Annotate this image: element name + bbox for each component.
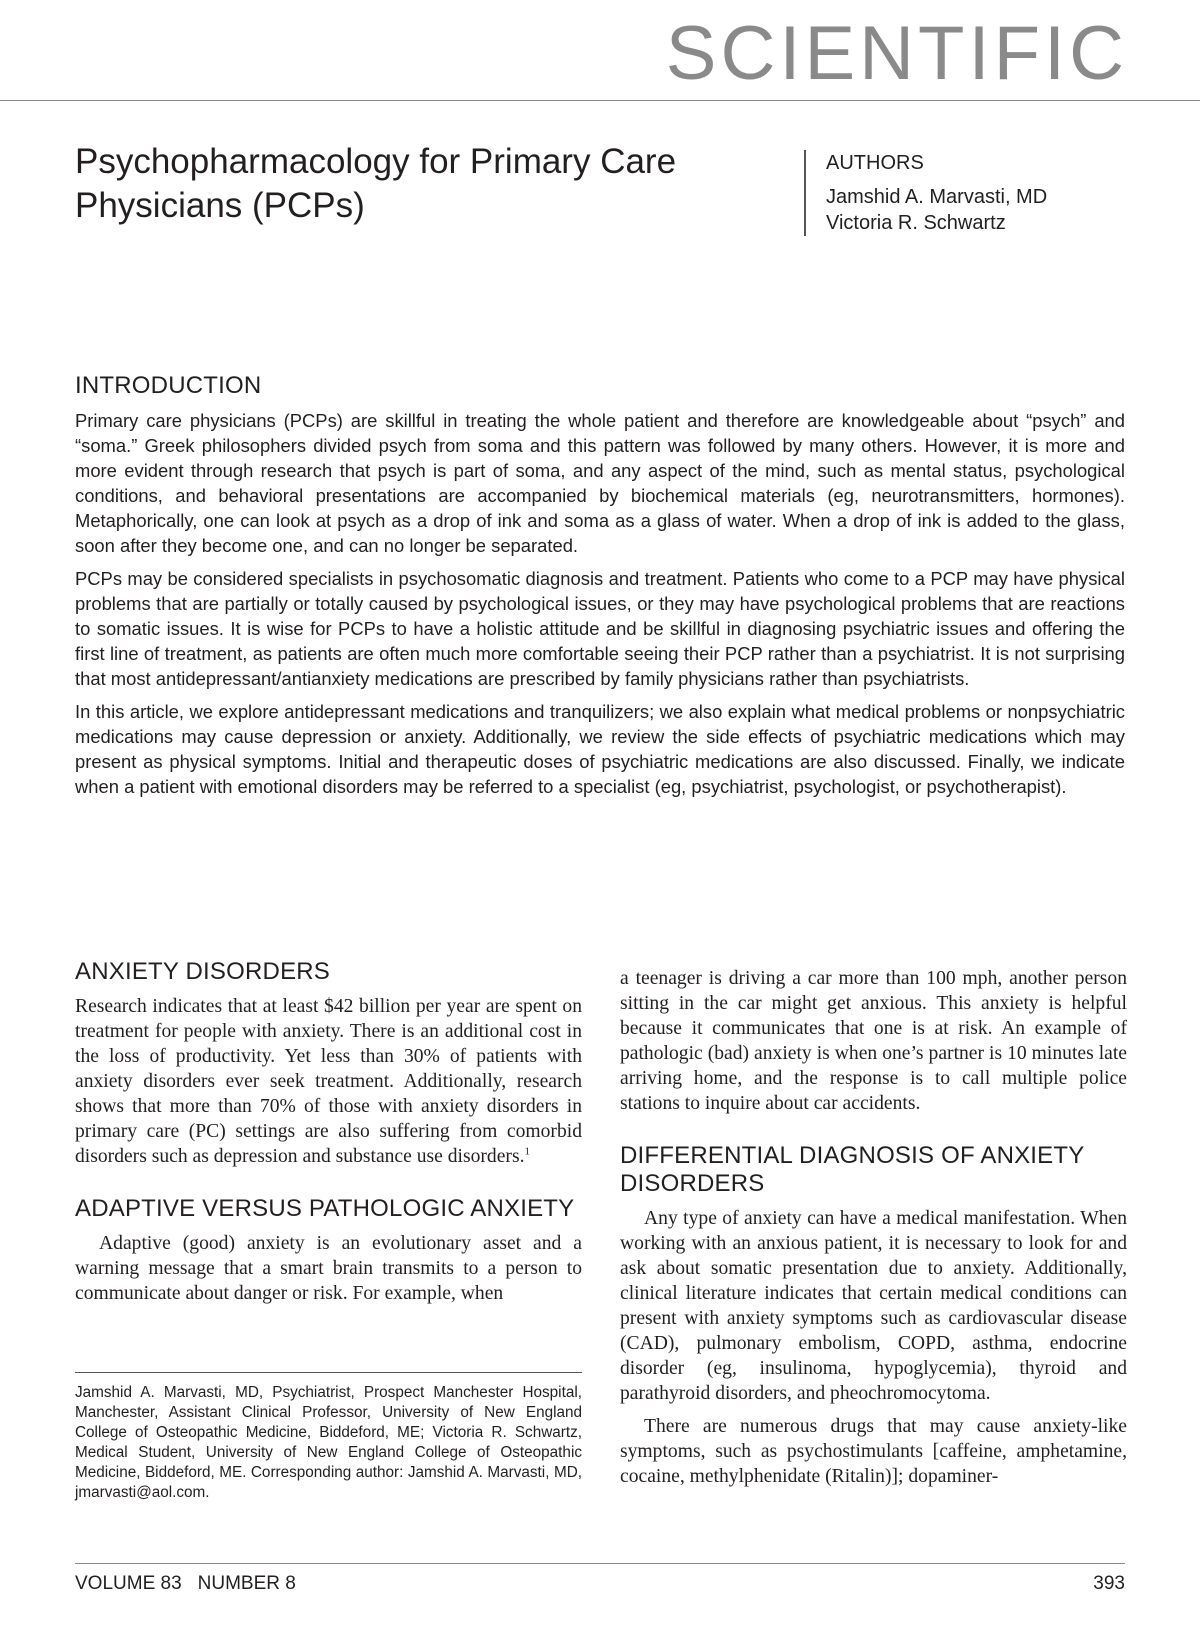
article-title: Psychopharmacology for Primary Care Physicians (PCPs) (75, 142, 677, 225)
number-label: NUMBER 8 (197, 1573, 296, 1594)
authors-block (804, 150, 1047, 236)
citation-marker: 1 (524, 1145, 530, 1158)
footer-issue (75, 1573, 296, 1595)
authors-label: AUTHORS (826, 152, 924, 174)
paragraph: In this article, we explore antidepressant medications and tranquilizers; we also explain what medical problems or nonpsychiatric medications may cause depression or anxiety. Additionally, we review the side effects of psychiatric medications which may present as physical symptoms. Initial and therapeutic doses of psychiatric medications are also discussed. Finally, we indicate when a patient with emotional disorders may be referred to a specialist (eg, psychiatrist, psychologist, or psychotherapist). (75, 701, 1125, 797)
paragraph: a teenager is driving a car more than 100 mph, another person sitting in the car might get anxious. This anxiety is helpful because it communicates that one is at risk. An example of pathologic (bad) anxiety is when one’s partner is 10 minutes late arriving home, and the response is to call multiple police stations to inquire about car accidents. (620, 968, 1127, 1114)
paragraph (75, 994, 582, 1169)
section-label: SCIENTIFIC (665, 11, 1128, 96)
paragraph: Any type of anxiety can have a medical manifestation. When working with an anxious patient, it is necessary to look for and ask about somatic presentation due to anxiety. Additionally, clinical literature indicates that certain medical conditions can present with anxiety symptoms such as cardiovascular disease (CAD), pulmonary embolism, COPD, asthma, endocrine disorder (eg, insulinoma, hypoglycemia), thyroid and parathyroid disorders, and pheochromocytoma. (620, 1208, 1127, 1404)
paragraph: PCPs may be considered specialists in psychosomatic diagnosis and treatment. Patients who come to a PCP may have physical problems that are partially or totally caused by psychological issues, or they may have psychological problems that are reactions to somatic issues. It is wise for PCPs to have a holistic attitude and be skillful in diagnosing psychiatric issues and offering the first line of treatment, as patients are often much more comfortable seeing their PCP rather than a psychiatrist. It is not surprising that most antidepressant/antianxiety medications are prescribed by family physicians rather than psychiatrists. (75, 568, 1125, 689)
volume-label: VOLUME 83 (75, 1573, 182, 1594)
paragraph: There are numerous drugs that may cause anxiety-like symptoms, such as psychostimulants [caffeine, amphetamine, cocaine, methylphenidate (Ritalin)]; dopaminer- (620, 1416, 1127, 1487)
right-column (620, 966, 1127, 1489)
author-name: Victoria R. Schwartz (826, 212, 1006, 234)
introduction-section (75, 372, 1125, 807)
header-divider (0, 100, 1200, 101)
adaptive-anxiety-heading: ADAPTIVE VERSUS PATHOLOGIC ANXIETY (75, 1195, 575, 1222)
footer-divider (75, 1563, 1125, 1564)
author-name: Jamshid A. Marvasti, MD (826, 186, 1048, 208)
paragraph: Primary care physicians (PCPs) are skillful in treating the whole patient and therefore are knowledgeable about “psych” and “soma.” Greek philosophers divided psych from soma and this pattern was followed by many others. However, it is more and more evident through research that psych is part of soma, and any aspect of the mind, such as mental status, psychological conditions, and behavioral presentations are accompanied by biochemical materials (eg, neurotransmitters, hormones). Metaphorically, one can look at psych as a drop of ink and soma as a glass of water. When a drop of ink is added to the glass, soon after they become one, and can no longer be separated. (75, 410, 1125, 556)
paragraph: Adaptive (good) anxiety is an evolutionary asset and a warning message that a smart brain transmits to a person to communicate about danger or risk. For example, when (75, 1233, 582, 1304)
anxiety-disorders-heading: ANXIETY DISORDERS (75, 958, 331, 985)
author-affiliation-footnote: Jamshid A. Marvasti, MD, Psychiatrist, Prospect Manchester Hospital, Manchester, Assistant Clinical Professor, University of New England College of Osteopathic Medicine, Biddeford, ME; Victoria R. Schwartz, Medical Student, University of New England College of Osteopathic Medicine, Biddeford, ME. Corresponding author: Jamshid A. Marvasti, MD, jmarvasti@aol.com. (75, 1372, 582, 1503)
page-number: 393 (1093, 1573, 1125, 1594)
differential-diagnosis-heading: DIFFERENTIAL DIAGNOSIS OF ANXIETY DISORDERS (620, 1142, 1085, 1197)
paragraph-text: Research indicates that at least $42 billion per year are spent on treatment for people with anxiety. There is an additional cost in the loss of productivity. Yet less than 30% of patients with anxiety disorders ever seek treatment. Additionally, research shows that more than 70% of those with anxiety disorders in primary care (PC) settings are also suffering from comorbid disorders such as depression and substance use disorders. (75, 996, 582, 1167)
left-column (75, 958, 582, 1306)
introduction-heading: INTRODUCTION (75, 372, 262, 399)
